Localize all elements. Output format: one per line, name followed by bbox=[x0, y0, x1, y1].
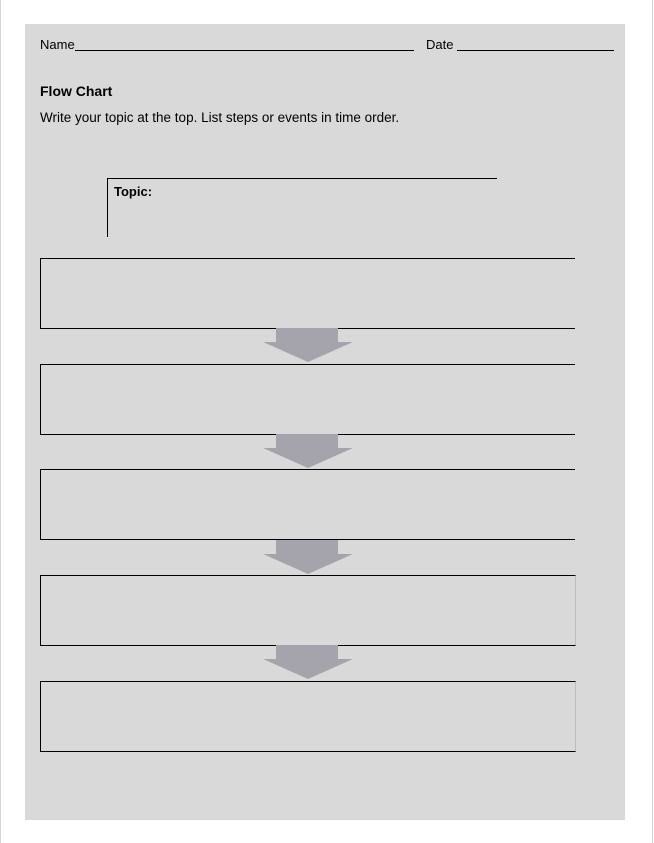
name-label: Name bbox=[40, 37, 75, 52]
step-box-3[interactable] bbox=[40, 469, 575, 540]
topic-label: Topic: bbox=[114, 184, 153, 199]
step-box-1[interactable] bbox=[40, 258, 575, 329]
down-arrow-icon bbox=[263, 645, 353, 679]
right-edge-line bbox=[652, 0, 653, 843]
name-blank-line[interactable] bbox=[75, 50, 414, 51]
down-arrow-icon bbox=[263, 540, 353, 574]
step-box-4[interactable] bbox=[40, 575, 576, 646]
down-arrow-icon bbox=[263, 434, 353, 468]
step-box-2[interactable] bbox=[40, 364, 575, 435]
step-box-5[interactable] bbox=[40, 681, 576, 752]
worksheet-page bbox=[25, 24, 625, 820]
instructions-text: Write your topic at the top. List steps or events in time order. bbox=[40, 110, 400, 125]
topic-box[interactable] bbox=[107, 178, 497, 237]
date-label: Date bbox=[426, 37, 454, 52]
down-arrow-icon bbox=[263, 328, 353, 362]
date-blank-line[interactable] bbox=[457, 50, 614, 51]
left-edge-line bbox=[0, 0, 1, 843]
page-title: Flow Chart bbox=[40, 83, 113, 99]
